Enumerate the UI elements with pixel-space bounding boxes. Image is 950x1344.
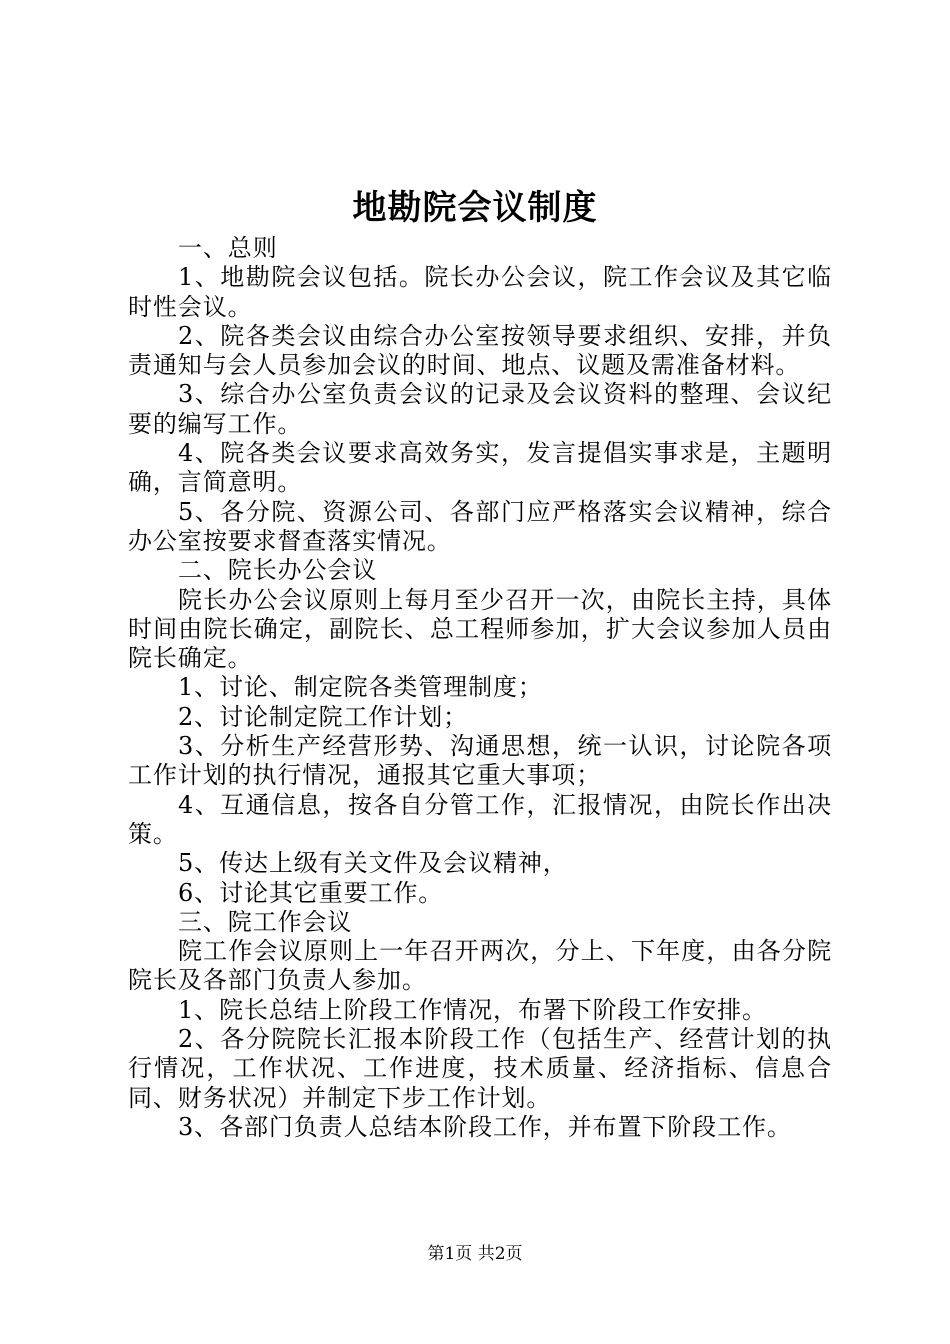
document-title: 地勘院会议制度 [352,188,598,228]
paragraph: 3、分析生产经营形势、沟通思想，统一认识，讨论院各项工作计划的执行情况，通报其它重大事项； [128,732,832,790]
section-heading-director-meeting: 二、院长办公会议 [178,556,378,585]
page-footer: 第1页 共2页 [427,1244,523,1264]
paragraph: 3、各部门负责人总结本阶段工作，并布置下阶段工作。 [178,1112,792,1141]
paragraph: 5、各分院、资源公司、各部门应严格落实会议精神，综合办公室按要求督查落实情况。 [128,497,832,555]
paragraph: 4、互通信息，按各自分管工作，汇报情况，由院长作出决策。 [128,790,832,848]
paragraph: 院工作会议原则上一年召开两次，分上、下年度，由各分院院长及各部门负责人参加。 [128,937,832,995]
paragraph: 2、讨论制定院工作计划； [178,702,469,731]
document-body [128,234,832,1142]
paragraph: 1、讨论、制定院各类管理制度； [178,673,543,702]
paragraph: 4、院各类会议要求高效务实，发言提倡实事求是，主题明确，言简意明。 [128,439,832,497]
paragraph: 5、传达上级有关文件及会议精神， [178,849,568,878]
paragraph: 院长办公会议原则上每月至少召开一次，由院长主持，具体时间由院长确定，副院长、总工程师参加，扩大会议参加人员由院长确定。 [128,585,832,673]
paragraph: 6、讨论其它重要工作。 [178,878,444,907]
section-heading-general: 一、总则 [178,234,278,262]
paragraph: 2、各分院院长汇报本阶段工作（包括生产、经营计划的执行情况，工作状况、工作进度，技术质量、经济指标、信息合同、财务状况）并制定下步工作计划。 [128,1025,832,1112]
paragraph: 3、综合办公室负责会议的记录及会议资料的整理、会议纪要的编写工作。 [128,380,832,438]
paragraph: 2、院各类会议由综合办公室按领导要求组织、安排，并负责通知与会人员参加会议的时间、地点、议题及需准备材料。 [128,321,832,380]
section-heading-work-meeting: 三、院工作会议 [178,907,353,936]
paragraph: 1、地勘院会议包括。院长办公会议，院工作会议及其它临时性会议。 [128,263,832,321]
paragraph: 1、院长总结上阶段工作情况，布署下阶段工作安排。 [178,995,767,1024]
